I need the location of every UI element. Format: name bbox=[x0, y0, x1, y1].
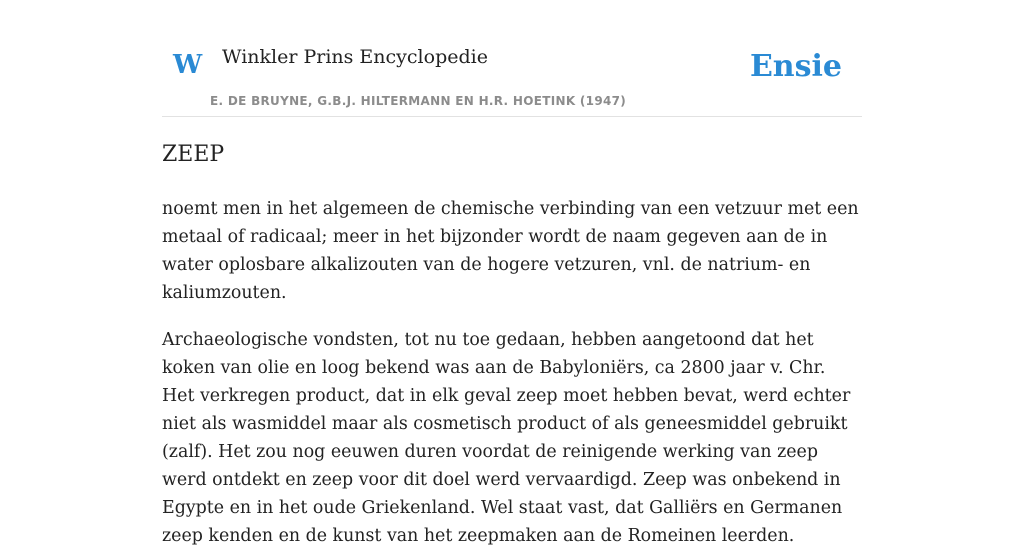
source-header bbox=[162, 0, 862, 117]
source-title[interactable]: Winkler Prins Encyclopedie bbox=[222, 46, 488, 68]
source-authors: E. DE BRUYNE, G.B.J. HILTERMANN EN H.R. HOETINK (1947) bbox=[210, 94, 627, 108]
article-title: ZEEP bbox=[162, 142, 225, 167]
article bbox=[162, 140, 862, 550]
ensie-logo[interactable]: Ensie bbox=[749, 49, 842, 84]
article-paragraph-2: Archaeologische vondsten, tot nu toe gedaan, hebben aangetoond dat het koken van olie en loog bekend was aan de Babyloniërs, ca 2800 jaar v. Chr. Het verkregen product, dat in elk geval zeep moet hebben bevat, werd echter niet als wasmiddel maar als cosmetisch product of als geneesmiddel gebruikt (zalf). Het zou nog eeuwen duren voordat de reinigende werking van zeep werd ontdekt en zeep voor dit doel werd vervaardigd. Zeep was onbekend in Egypte en in het oude Griekenland. Wel staat vast, dat Galliërs en Germanen zeep kenden en de kunst van het zeepmaken aan de Romeinen leerden. bbox=[162, 330, 851, 546]
winkler-prins-logo[interactable]: W bbox=[173, 50, 203, 80]
article-paragraph-1: noemt men in het algemeen de chemische verbinding van een vetzuur met een metaal of radicaal; meer in het bijzonder wordt de naam gegeven aan de in water oplosbare alkalizouten van de hogere vetzuren, vnl. de natrium- en kaliumzouten. bbox=[162, 199, 859, 303]
